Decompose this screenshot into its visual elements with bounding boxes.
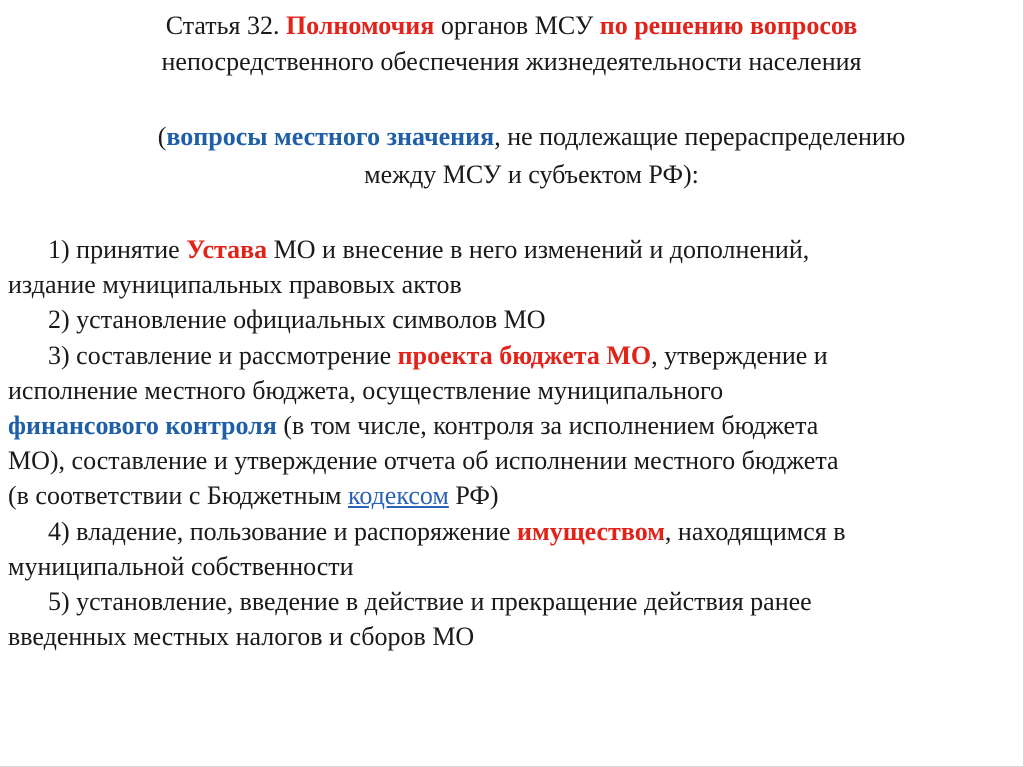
item-3-text-b: , утверждение и bbox=[651, 340, 828, 370]
list-item-1-line-1 bbox=[8, 232, 1007, 267]
list-item-3 bbox=[8, 338, 1007, 514]
list-item-4-line-1 bbox=[8, 514, 1007, 549]
title-prefix: Статья 32. bbox=[165, 11, 286, 40]
item-3-text-g: РФ) bbox=[448, 481, 499, 511]
item-1-text-b: МО и внесение в него изменений и дополнений, bbox=[267, 235, 810, 264]
item-4-text-a: 4) владение, пользование и распоряжение bbox=[48, 516, 518, 546]
list-item-5 bbox=[8, 584, 1007, 654]
local-issues-term: вопросы местного значения bbox=[166, 122, 495, 151]
subtitle-line-1-rest: , не подлежащие перераспределению bbox=[494, 122, 906, 151]
list-item-4 bbox=[8, 514, 1007, 584]
list-item-5-line-2: введенных местных налогов и сборов МО bbox=[8, 622, 475, 652]
budget-code-link[interactable]: кодексом bbox=[348, 481, 449, 511]
subtitle-line-1 bbox=[60, 118, 1003, 156]
list-item-1-line-2: издание муниципальных правовых актов bbox=[8, 270, 462, 300]
slide-title bbox=[20, 8, 1003, 80]
list-item-2 bbox=[8, 302, 1007, 337]
title-line-2: непосредственного обеспечения жизнедеятельности населения bbox=[161, 47, 862, 76]
title-decisions: по решению вопросов bbox=[599, 11, 858, 40]
item-1-text-a: 1) принятие bbox=[48, 235, 187, 264]
item-4-text-b: , находящимся в bbox=[664, 516, 846, 546]
list-item-3-line-1 bbox=[8, 338, 1007, 373]
list-item-4-line-2: муниципальной собственности bbox=[8, 551, 354, 581]
financial-control-term: финансового контроля bbox=[8, 411, 277, 441]
title-powers: Полномочия bbox=[285, 11, 435, 40]
item-3-text-f: (в соответствии с Бюджетным bbox=[8, 481, 349, 511]
draft-budget-term: проекта бюджета МО bbox=[397, 340, 652, 370]
subtitle bbox=[60, 118, 1003, 194]
powers-list bbox=[8, 232, 1007, 654]
list-item-3-line-2: исполнение местного бюджета, осуществление муниципального bbox=[8, 375, 724, 405]
list-item-3-line-5 bbox=[8, 478, 1007, 513]
list-item-2-line-1: 2) установление официальных символов МО bbox=[48, 305, 546, 335]
title-mid: органов МСУ bbox=[434, 11, 600, 40]
title-line-1 bbox=[20, 8, 1003, 44]
subtitle-line-2: между МСУ и субъектом РФ): bbox=[364, 160, 699, 189]
subtitle-open-paren: ( bbox=[157, 122, 167, 151]
list-item-3-line-4: МО), составление и утверждение отчета об исполнении местного бюджета bbox=[8, 446, 839, 476]
item-3-text-d: (в том числе, контроля за исполнением бюджета bbox=[276, 411, 819, 441]
list-item-5-line-1: 5) установление, введение в действие и прекращение действия ранее bbox=[48, 587, 812, 617]
list-item-1 bbox=[8, 232, 1007, 302]
charter-term: Устава bbox=[186, 235, 268, 264]
property-term: имуществом bbox=[517, 516, 665, 546]
list-item-3-line-3 bbox=[8, 408, 1007, 443]
item-3-text-a: 3) составление и рассмотрение bbox=[48, 340, 398, 370]
